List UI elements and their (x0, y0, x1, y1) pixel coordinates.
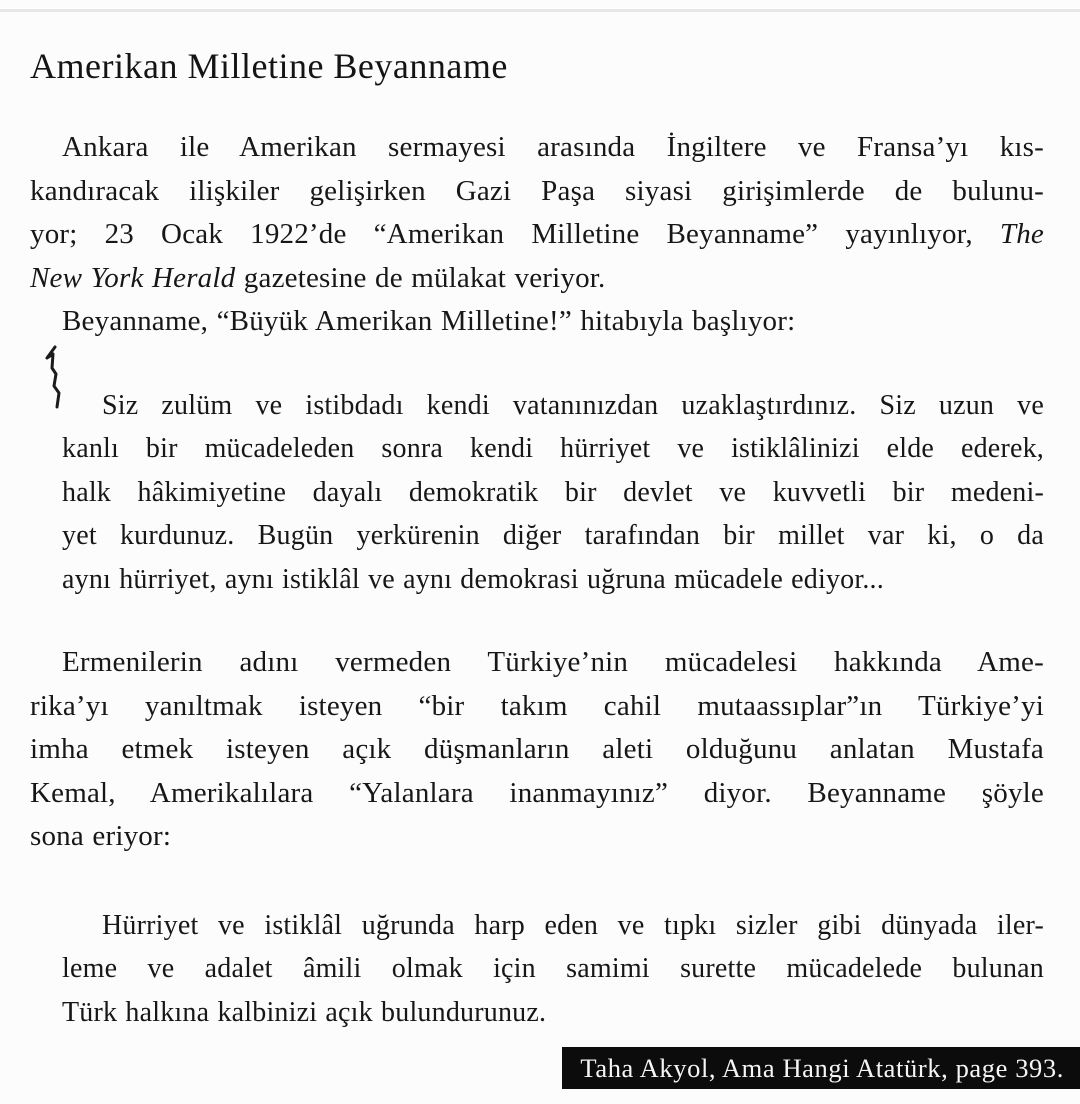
page-heading: Amerikan Milletine Beyanname (30, 46, 508, 86)
quote-block (62, 904, 1044, 1035)
citation-bar (562, 1047, 1080, 1089)
text-line: Siz zulüm ve istibdadı kendi vatanınızdan uzaklaştırdınız. Siz uzun ve (102, 389, 1044, 421)
quote-block (62, 384, 1044, 602)
text-line: yet kurdunuz. Bugün yerkürenin diğer tarafından bir millet var ki, o da (62, 520, 1044, 551)
paragraph (30, 300, 1044, 344)
text-line: New York Herald gazetesine de mülakat veriyor. (30, 261, 606, 294)
text-line: yor; 23 Ocak 1922’de “Amerikan Milletine Beyanname” yayınlıyor, The (30, 218, 1044, 250)
text-line: Hürriyet ve istiklâl uğrunda harp eden ve tıpkı sizler gibi dünyada iler- (102, 909, 1044, 941)
text-line: halk hâkimiyetine dayalı demokratik bir devlet ve kuvvetli bir medeni- (62, 476, 1044, 508)
text-line: Türk halkına kalbinizi açık bulundurunuz. (62, 996, 547, 1028)
handwritten-pen-mark (42, 343, 68, 413)
paragraph (30, 641, 1044, 859)
text-line: rika’yı yanıltmak isteyen “bir takım cahil mutaassıplar”ın Türkiye’yi (30, 689, 1044, 722)
citation-text: Taha Akyol, Ama Hangi Atatürk, page 393. (580, 1053, 1064, 1083)
text-line: Ankara ile Amerikan sermayesi arasında İngiltere ve Fransa’yı kıs- (62, 131, 1044, 163)
text-line: Beyanname, “Büyük Amerikan Milletine!” hitabıyla başlıyor: (62, 305, 796, 337)
text-line: sona eriyor: (30, 820, 172, 852)
text-line: kandıracak ilişkiler gelişirken Gazi Paşa siyasi girişimlerde de bulunu- (30, 174, 1044, 207)
text-line: leme ve adalet âmili olmak için samimi surette mücadelede bulunan (62, 953, 1044, 984)
paragraph (30, 126, 1044, 300)
text-line: Ermenilerin adını vermeden Türkiye’nin mücadelesi hakkında Ame- (62, 646, 1044, 678)
text-line: imha etmek isteyen açık düşmanların aleti olduğunu anlatan Mustafa (30, 733, 1044, 765)
text-blocks (30, 126, 1044, 1034)
text-line: kanlı bir mücadeleden sonra kendi hürriyet ve istiklâlinizi elde ederek, (62, 433, 1044, 464)
text-line: Kemal, Amerikalılara “Yalanlara inanmayınız” diyor. Beyanname şöyle (30, 776, 1044, 809)
page-content (30, 0, 1044, 1034)
text-line: aynı hürriyet, aynı istiklâl ve aynı demokrasi uğruna mücadele ediyor... (62, 563, 884, 595)
